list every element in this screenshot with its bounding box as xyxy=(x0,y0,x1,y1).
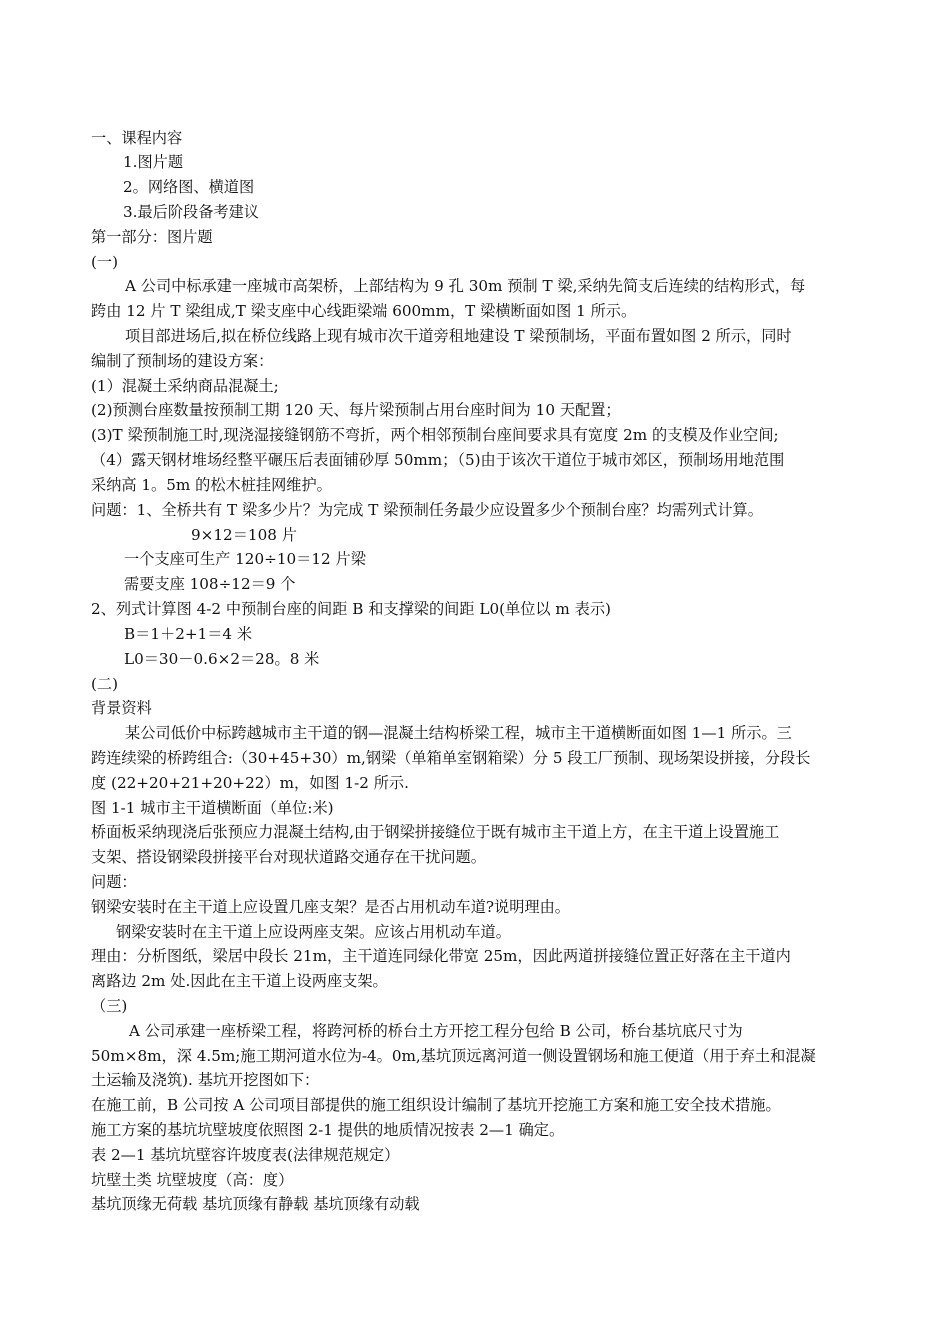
text-line: 在施工前，B 公司按 A 公司项目部提供的施工组织设计编制了基坑开挖施工方案和施工安全技术措施。 xyxy=(91,1096,781,1114)
text-line: 一个支座可生产 120÷10＝12 片梁 xyxy=(124,550,366,568)
text-line: 度 (22+20+21+20+22）m，如图 1-2 所示. xyxy=(91,774,409,792)
text-line: 9×12＝108 片 xyxy=(191,526,297,544)
text-line: 某公司低价中标跨越城市主干道的钢—混凝土结构桥梁工程，城市主干道横断面如图 1—1 所示。三 xyxy=(125,724,792,742)
text-line: 施工方案的基坑坑壁坡度依照图 2-1 提供的地质情况按表 2—1 确定。 xyxy=(91,1121,565,1139)
text-line: （4）露天钢材堆场经整平碾压后表面铺砂厚 50mm；（5)由于该次干道位于城市郊区，预制场用地范围 xyxy=(91,451,785,469)
text-line: 表 2—1 基坑坑壁容许坡度表(法律规范规定） xyxy=(91,1146,400,1164)
text-line: 50m×8m，深 4.5m;施工期河道水位为-4。0m,基坑顶远离河道一侧设置钢场和施工便道（用于弃土和混凝 xyxy=(91,1047,816,1065)
text-line: 跨连续梁的桥跨组合:（30+45+30）m,钢梁（单箱单室钢箱梁）分 5 段工厂预制、现场架设拼接，分段长 xyxy=(91,749,811,767)
text-line: 钢梁安装时在主干道上应设置几座支架？是否占用机动车道?说明理由。 xyxy=(91,898,570,916)
text-line: 1.图片题 xyxy=(123,153,184,171)
text-line: 跨由 12 片 T 梁组成,T 梁支座中心线距梁端 600mm，T 梁横断面如图 1 所示。 xyxy=(91,302,637,320)
text-line: B＝1＋2+1＝4 米 xyxy=(124,625,253,643)
text-line: 土运输及浇筑). 基坑开挖图如下： xyxy=(91,1071,320,1089)
text-line: 3.最后阶段备考建议 xyxy=(123,203,259,221)
text-line: (1）混凝土采纳商品混凝土; xyxy=(91,377,279,395)
text-line: 桥面板采纳现浇后张预应力混凝土结构,由于钢梁拼接缝位于既有城市主干道上方，在主干道上设置施工 xyxy=(91,823,780,841)
text-line: L0＝30－0.6×2＝28。8 米 xyxy=(124,650,320,668)
text-line: 基坑顶缘无荷载 基坑顶缘有静载 基坑顶缘有动载 xyxy=(91,1195,420,1213)
text-line: 钢梁安装时在主干道上应设两座支架。应该占用机动车道。 xyxy=(116,923,511,941)
text-line: 一、课程内容 xyxy=(91,129,183,147)
text-line: 项目部进场后,拟在桥位线路上现有城市次干道旁租地建设 T 梁预制场，平面布置如图 2 所示，同时 xyxy=(125,327,792,345)
text-line: A 公司承建一座桥梁工程，将跨河桥的桥台土方开挖工程分包给 B 公司，桥台基坑底尺寸为 xyxy=(129,1022,743,1040)
text-line: A 公司中标承建一座城市高架桥，上部结构为 9 孔 30m 预制 T 梁,采纳先简支后连续的结构形式，每 xyxy=(125,277,806,295)
text-line: 2。网络图、横道图 xyxy=(123,178,255,196)
text-line: 2、列式计算图 4-2 中预制台座的间距 B 和支撑梁的间距 L0(单位以 m 表示) xyxy=(91,600,611,618)
text-line: 坑壁土类 坑壁坡度（高：度） xyxy=(91,1171,294,1189)
text-line: 编制了预制场的建设方案： xyxy=(91,352,274,370)
text-line: 背景资料 xyxy=(91,699,152,717)
text-line: 离路边 2m 处.因此在主干道上设两座支架。 xyxy=(91,972,388,990)
text-line: 问题：1、全桥共有 T 梁多少片？为完成 T 梁预制任务最少应设置多少个预制台座？均需列式计算。 xyxy=(91,501,763,519)
text-line: （三) xyxy=(91,997,128,1015)
text-line: 需要支座 108÷12＝9 个 xyxy=(124,575,296,593)
text-line: 第一部分：图片题 xyxy=(91,228,213,246)
text-line: 理由：分析图纸，梁居中段长 21m，主干道连同绿化带宽 25m，因此两道拼接缝位置正好落在主干道内 xyxy=(91,947,791,965)
text-line: (一) xyxy=(91,253,119,271)
text-line: 支架、搭设钢梁段拼接平台对现状道路交通存在干扰问题。 xyxy=(91,848,486,866)
text-line: (2)预测台座数量按预制工期 120 天、每片梁预制占用台座时间为 10 天配置； xyxy=(91,401,621,419)
text-line: (二) xyxy=(91,675,119,693)
text-line: 采纳高 1。5m 的松木桩挂网维护。 xyxy=(91,476,332,494)
text-line: 问题： xyxy=(91,873,137,891)
text-line: (3)T 梁预制施工时,现浇湿接缝钢筋不弯折，两个相邻预制台座间要求具有宽度 2m 的支模及作业空间; xyxy=(91,426,779,444)
text-line: 图 1-1 城市主干道横断面（单位:米) xyxy=(91,799,334,817)
